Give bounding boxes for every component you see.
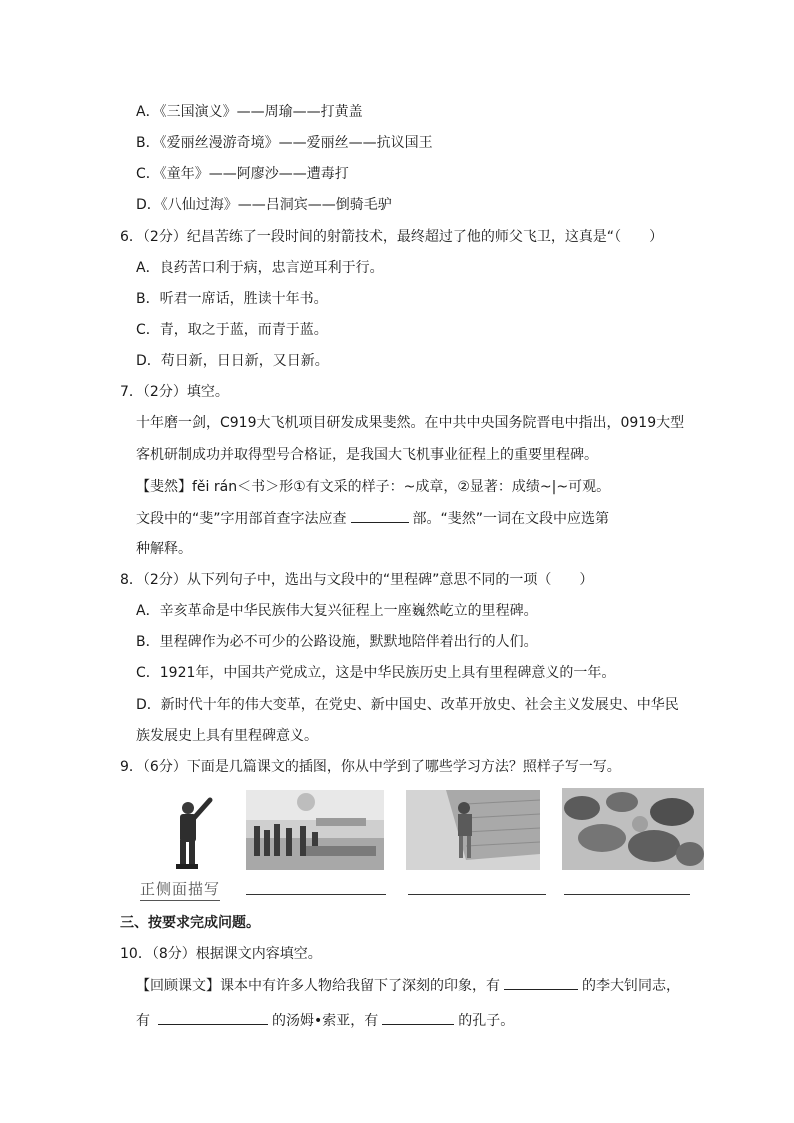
- q10-text-d: 的汤姆•索亚，有: [272, 1013, 379, 1029]
- q7-radical-blank[interactable]: [351, 508, 409, 523]
- q7-fill-text-a: 文段中的“斐”字用部首查字法应查: [136, 511, 347, 527]
- answer-blank-3[interactable]: [564, 894, 690, 895]
- q10-text-a: 【回顾课文】课本中有许多人物给我留下了深刻的印象，有: [136, 978, 500, 994]
- example-caption: 正侧面描写: [140, 878, 220, 901]
- q5-option-a: A．《三国演义》——周瑜——打黄盖: [136, 104, 363, 120]
- q7-dictionary-entry: 【斐然】fěi rán＜书＞形①有文采的样子：~成章，②显著：成绩~|~可观。: [136, 479, 611, 495]
- q10-blank-2[interactable]: [158, 1010, 268, 1025]
- section-3-heading: 三、按要求完成问题。: [120, 915, 260, 931]
- illustration-jungle: [562, 788, 704, 870]
- q6-stem: 6．（2分）纪昌苦练了一段时间的射箭技术，最终超过了他的师父飞卫，这真是“（ ）: [120, 229, 664, 245]
- q10-blank-3[interactable]: [382, 1010, 454, 1025]
- q5-option-c: C．《童年》——阿廖沙——遭毒打: [136, 166, 349, 182]
- q10-line-2: [136, 1010, 514, 1031]
- q8-option-d: D．新时代十年的伟大变革，在党史、新中国史、改革开放史、社会主义发展史、中华民: [136, 697, 679, 713]
- q10-stem: 10．（8分）根据课文内容填空。: [120, 946, 322, 962]
- q5-option-b: B．《爱丽丝漫游奇境》——爱丽丝——抗议国王: [136, 135, 433, 151]
- q9-illustrations: [140, 786, 706, 904]
- q9-stem: 9．（6分）下面是几篇课文的插图，你从中学到了哪些学习方法？照样子写一写。: [120, 759, 621, 775]
- q8-option-c: C．1921年，中国共产党成立，这是中华民族历史上具有里程碑意义的一年。: [136, 665, 616, 681]
- q7-paragraph-line-2: 客机研制成功并取得型号合格证，是我国大飞机事业征程上的重要里程碑。: [136, 447, 598, 463]
- q8-option-b: B．里程碑作为必不可少的公路设施，默默地陪伴着出行的人们。: [136, 634, 538, 650]
- q10-blank-1[interactable]: [504, 975, 578, 990]
- q7-paragraph-line-1: 十年磨一剑，C919大飞机项目研发成果斐然。在中共中央国务院晋电中指出，0919大型: [136, 415, 685, 431]
- q6-option-d: D．苟日新，日日新，又日新。: [136, 353, 329, 369]
- q8-option-a: A．辛亥革命是中华民族伟大复兴征程上一座巍然屹立的里程碑。: [136, 603, 538, 619]
- answer-blank-1[interactable]: [246, 894, 386, 895]
- illustration-crowd-scene: [246, 790, 384, 870]
- q10-text-b: 的李大钊同志，: [582, 978, 680, 994]
- q7-fill-text-b: 部。“斐然”一词在文段中应选第: [412, 511, 610, 527]
- q7-fill-line-1: [136, 508, 609, 529]
- illustration-girl-wall: [406, 790, 540, 870]
- q8-stem: 8．（2分）从下列句子中，选出与文段中的“里程碑”意思不同的一项（ ）: [120, 572, 594, 588]
- q8-option-d-continued: 族发展史上具有里程碑意义。: [136, 728, 318, 744]
- answer-blank-2[interactable]: [408, 894, 546, 895]
- q10-text-c: 有: [136, 1013, 150, 1029]
- q7-fill-line-2: 种解释。: [136, 541, 192, 557]
- illustration-soldier: [164, 792, 224, 872]
- q7-stem: 7．（2分）填空。: [120, 384, 229, 400]
- q10-text-e: 的孔子。: [458, 1013, 515, 1029]
- q6-option-a: A．良药苦口利于病，忠言逆耳利于行。: [136, 260, 384, 276]
- q6-option-b: B．听君一席话，胜读十年书。: [136, 291, 328, 307]
- q6-option-c: C．青，取之于蓝，而青于蓝。: [136, 322, 328, 338]
- q5-option-d: D．《八仙过海》——吕洞宾——倒骑毛驴: [136, 197, 392, 213]
- q10-line-1: [136, 975, 680, 996]
